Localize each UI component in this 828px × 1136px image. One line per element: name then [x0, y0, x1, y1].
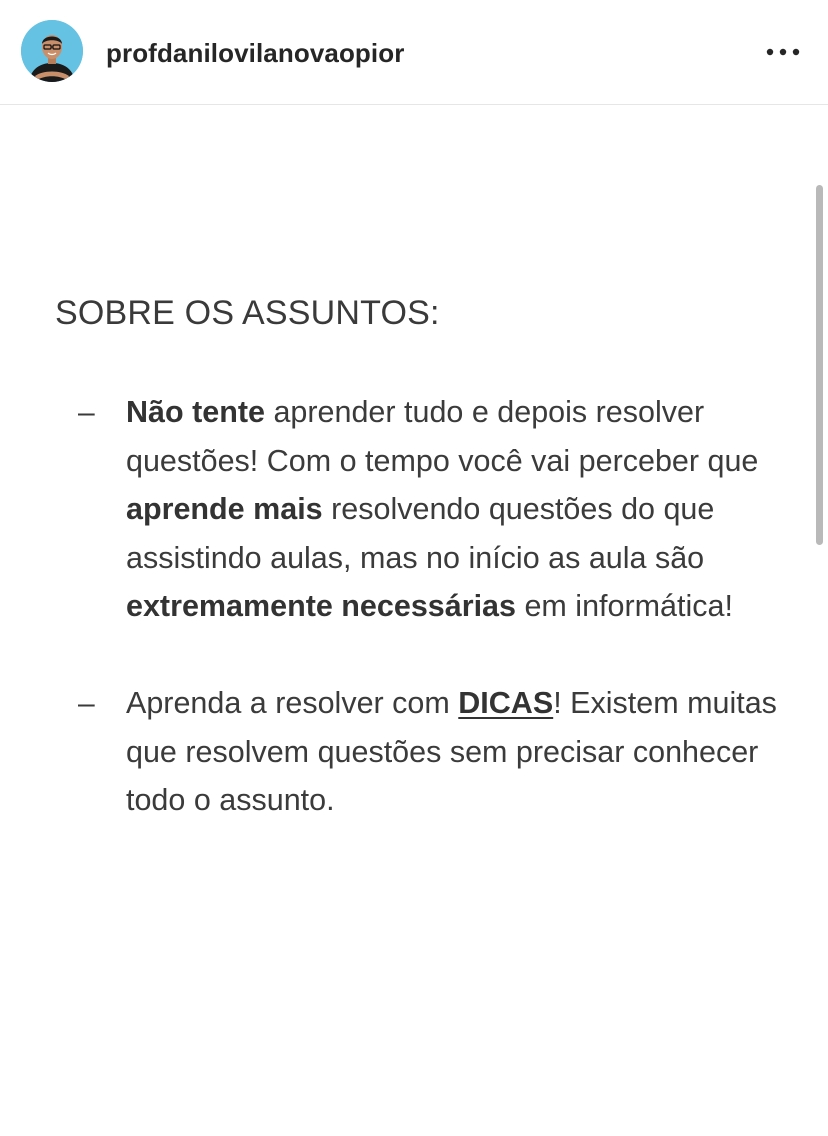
bullet-text-2 — [126, 679, 806, 825]
document-title: SOBRE OS ASSUNTOS: — [55, 294, 440, 332]
post-header — [0, 0, 828, 105]
more-horizontal-icon — [766, 48, 800, 56]
bullet-text-1 — [126, 388, 806, 631]
emphasis-text: Não tente — [126, 395, 265, 429]
username[interactable]: profdanilovilanovaopior — [106, 38, 405, 68]
scrollbar[interactable] — [816, 185, 823, 545]
body-text: ! Existem muitas que resolvem questões sem precisar conhecer todo o assunto. — [126, 686, 777, 817]
avatar-image — [21, 20, 83, 82]
emphasis-text: aprende mais — [126, 492, 323, 526]
body-text: Aprenda a resolver com — [126, 686, 459, 720]
emphasis-text: DICAS — [458, 686, 554, 720]
more-options-button[interactable] — [758, 36, 808, 68]
avatar[interactable] — [21, 20, 83, 82]
body-text: em informática! — [515, 589, 733, 623]
body-text: aprender tudo e depois resolver questões! Com o tempo você vai perceber que — [126, 395, 759, 478]
bullet-marker: – — [78, 396, 95, 429]
body-text: resolvendo questões do que assistindo aulas, mas no início as aula são — [126, 492, 715, 575]
bullet-marker: – — [78, 687, 95, 720]
emphasis-text: extremamente necessárias — [126, 589, 516, 623]
